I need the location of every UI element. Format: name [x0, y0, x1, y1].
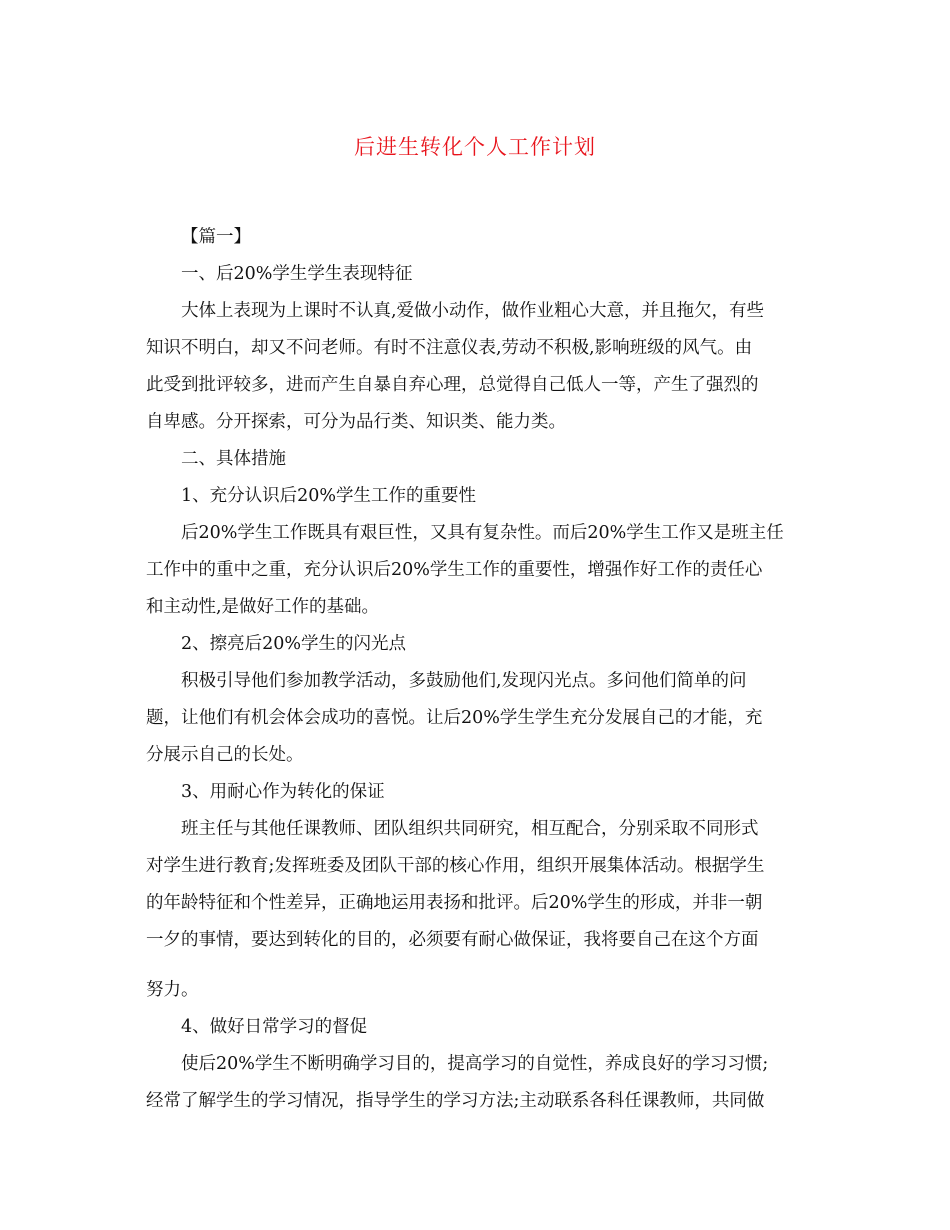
text-line: 1、充分认识后20%学生工作的重要性	[181, 486, 477, 506]
text-line: 使后20%学生不断明确学习目的，提高学习的自觉性，养成良好的学习习惯;	[181, 1054, 769, 1074]
text-line: 知识不明白，却又不问老师。有时不注意仪表,劳动不积极,影响班级的风气。由	[146, 338, 753, 358]
text-line: 和主动性,是做好工作的基础。	[146, 597, 380, 617]
text-line: 的年龄特征和个性差异，正确地运用表扬和批评。后20%学生的形成，并非一朝	[146, 893, 763, 913]
text-line: 大体上表现为上课时不认真,爱做小动作，做作业粗心大意，并且拖欠，有些	[181, 301, 765, 321]
text-line: 努力。	[146, 980, 199, 1000]
text-line: 分展示自己的长处。	[146, 745, 304, 765]
text-line: 3、用耐心作为转化的保证	[181, 782, 385, 802]
text-line: 一、后20%学生学生表现特征	[181, 264, 413, 284]
text-line: 对学生进行教育;发挥班委及团队干部的核心作用，组织开展集体活动。根据学生	[146, 856, 765, 876]
text-line: 4、做好日常学习的督促	[181, 1017, 368, 1037]
document-title: 后进生转化个人工作计划	[354, 135, 596, 159]
document-body	[146, 219, 806, 1120]
paragraph-gap	[146, 959, 806, 972]
text-line: 积极引导他们参加教学活动，多鼓励他们,发现闪光点。多问他们简单的问	[181, 671, 747, 691]
text-line: 班主任与其他任课教师、团队组织共同研究，相互配合，分别采取不同形式	[181, 819, 759, 839]
text-line: 经常了解学生的学习情况，指导学生的学习方法;主动联系各科任课教师，共同做	[146, 1091, 765, 1111]
text-line: 2、擦亮后20%学生的闪光点	[181, 634, 407, 654]
text-line: 后20%学生工作既具有艰巨性，又具有复杂性。而后20%学生工作又是班主任	[181, 523, 784, 543]
text-line: 题，让他们有机会体会成功的喜悦。让后20%学生学生充分发展自己的才能，充	[146, 708, 763, 728]
text-line: 二、具体措施	[181, 449, 286, 469]
text-line: 此受到批评较多，进而产生自暴自弃心理，总觉得自己低人一等，产生了强烈的	[146, 375, 759, 395]
text-line: 【篇一】	[181, 227, 251, 247]
text-line: 工作中的重中之重，充分认识后20%学生工作的重要性，增强作好工作的责任心	[146, 560, 763, 580]
text-line: 一夕的事情，要达到转化的目的，必须要有耐心做保证，我将要自己在这个方面	[146, 930, 759, 950]
text-line: 自卑感。分开探索，可分为品行类、知识类、能力类。	[146, 412, 566, 432]
